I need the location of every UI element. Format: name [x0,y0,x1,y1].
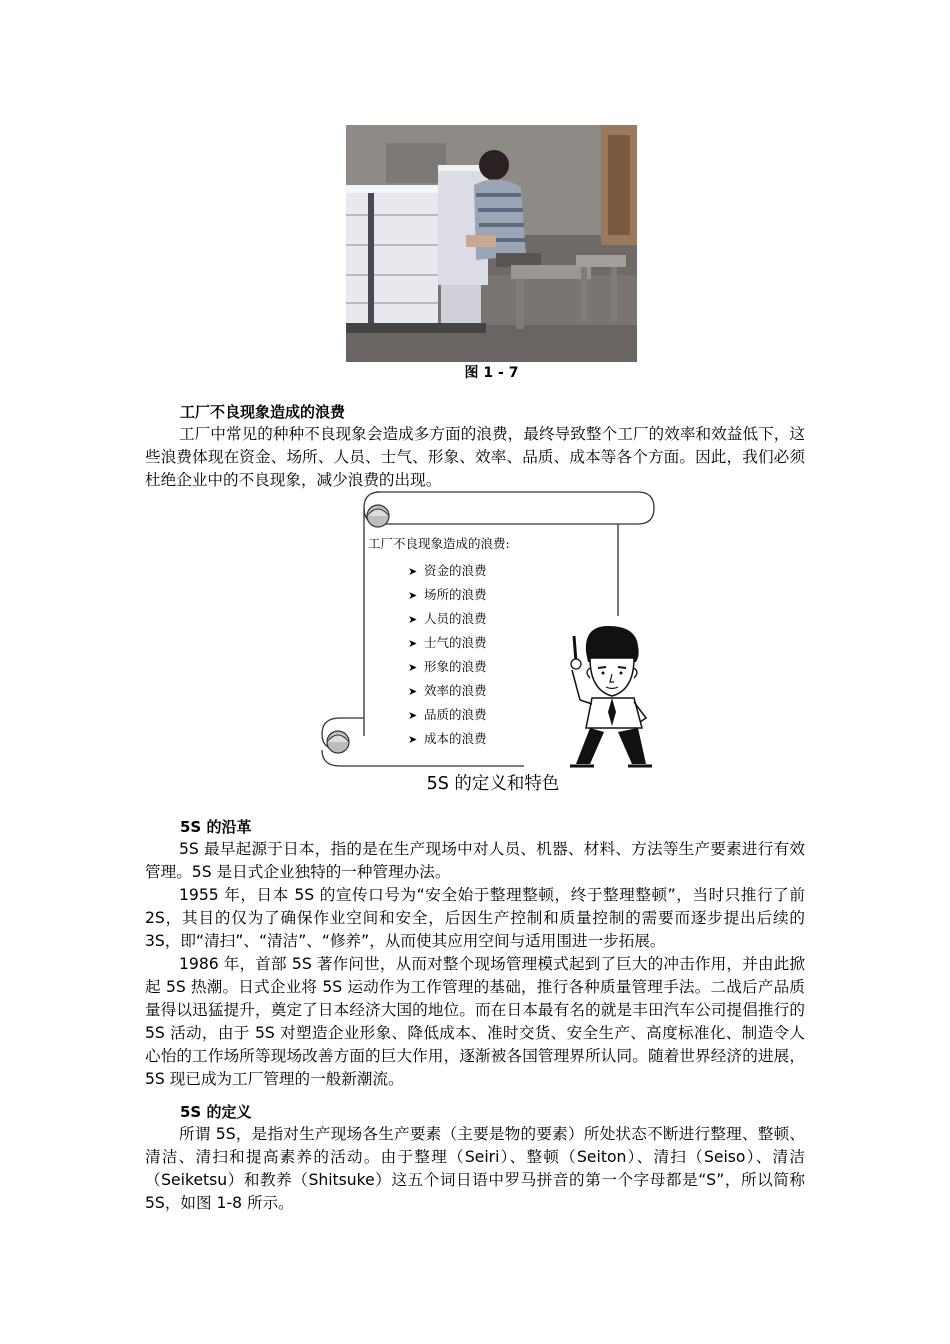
history-paragraph-2: 1955 年，日本 5S 的宣传口号为“安全始于整理整顿，终于整理整顿”，当时只推行了前 2S，其目的仅为了确保作业空间和安全，后因生产控制和质量控制的需要而逐步提出后续的 3S，即“清扫”、“清洁”、“修养”，从而使其应用空间与适用围进一步拓展。 [145,886,805,950]
arrow-bullet-icon: ➤ [408,589,418,602]
scroll-list-item: ➤ 品质的浪费 [408,703,487,727]
definition-heading: 5S 的定义 [180,1103,252,1121]
arrow-bullet-icon: ➤ [408,661,418,674]
arrow-bullet-icon: ➤ [408,685,418,698]
section-subtitle: 5S 的定义和特色 [426,774,560,794]
scroll-list-item: ➤ 效率的浪费 [408,679,487,703]
scroll-list-item: ➤ 资金的浪费 [408,559,487,583]
scroll-list-item: ➤ 人员的浪费 [408,607,487,631]
arrow-bullet-icon: ➤ [408,709,418,722]
arrow-bullet-icon: ➤ [408,637,418,650]
cartoon-man-illustration [556,622,656,770]
definition-paragraph: 所谓 5S，是指对生产现场各生产要素（主要是物的要素）所处状态不断进行整理、整顿、清洁、清扫和提高素养的活动。由于整理（Seiri）、整顿（Seiton）、清扫（Seiso）、清洁（Seiketsu）和教养（Shitsuke）这五个词日语中罗马拼音的第一个字母都是“S”，所以简称 5S，如图 1-8 所示。 [145,1125,805,1212]
arrow-bullet-icon: ➤ [408,565,418,578]
waste-paragraph: 工厂中常见的种种不良现象会造成多方面的浪费，最终导致整个工厂的效率和效益低下，这些浪费体现在资金、场所、人员、士气、形象、效率、品质、成本等各个方面。因此，我们必须杜绝企业中的不良现象，减少浪费的出现。 [145,425,805,489]
factory-worker-photo [346,125,637,362]
scroll-list-item: ➤ 形象的浪费 [408,655,487,679]
arrow-bullet-icon: ➤ [408,613,418,626]
history-paragraph-1: 5S 最早起源于日本，指的是在生产现场中对人员、机器、材料、方法等生产要素进行有效管理。5S 是日式企业独特的一种管理办法。 [145,840,805,881]
waste-heading: 工厂不良现象造成的浪费 [180,403,346,421]
history-paragraph-3: 1986 年，首部 5S 著作问世，从而对整个现场管理模式起到了巨大的冲击作用，并由此掀起 5S 热潮。日式企业将 5S 运动作为工作管理的基础，推行各种质量管理手法。二战后产品质量得以迅猛提升，奠定了日本经济大国的地位。而在日本最有名的就是丰田汽车公司提倡推行的 5S 活动，由于 5S 对塑造企业形象、降低成本、准时交货、安全生产、高度标准化、制造令人心怡的工作场所等现场改善方面的巨大作用，逐渐被各国管理界所认同。随着世界经济的进展，5S 现已成为工厂管理的一般新潮流。 [145,955,805,1088]
arrow-bullet-icon: ➤ [408,733,418,746]
figure-caption: 图 1 - 7 [464,365,519,381]
scroll-list [408,559,487,751]
scroll-list-item: ➤ 场所的浪费 [408,583,487,607]
scroll-title: 工厂不良现象造成的浪费: [368,536,510,551]
scroll-list-item: ➤ 成本的浪费 [408,727,487,751]
history-heading: 5S 的沿革 [180,818,252,836]
scroll-list-item: ➤ 士气的浪费 [408,631,487,655]
